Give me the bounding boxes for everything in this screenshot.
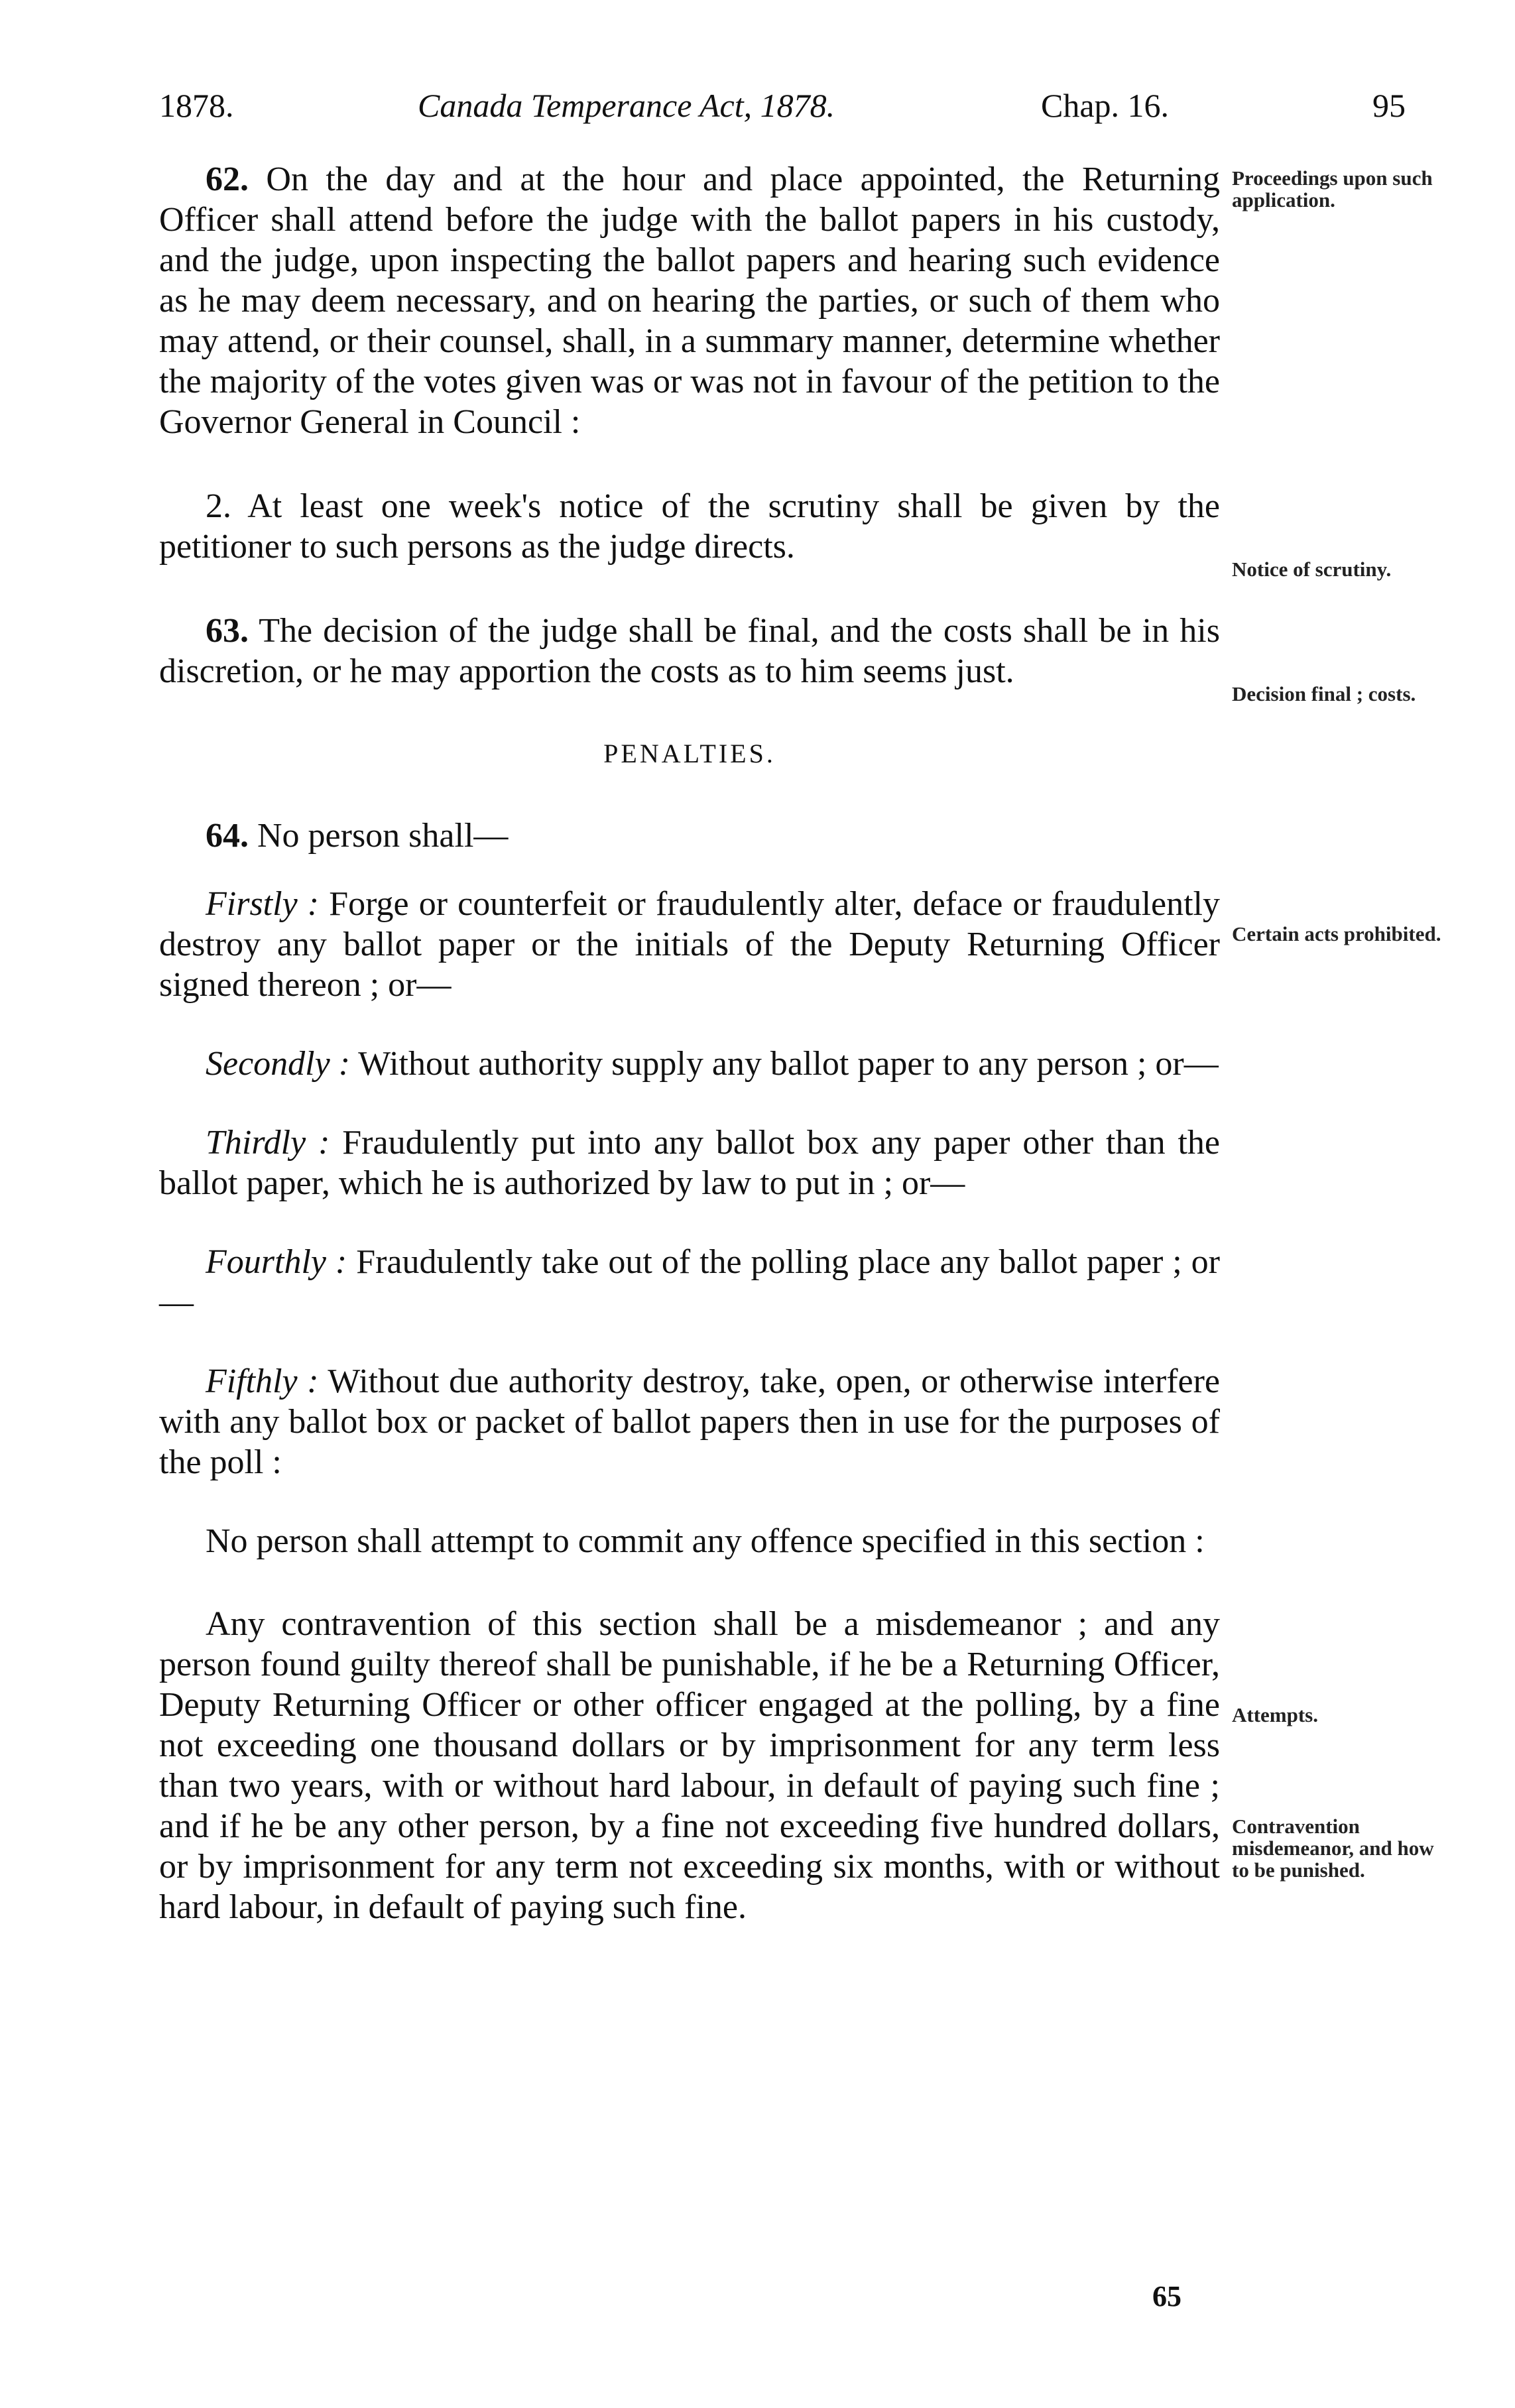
signature-mark: 65 xyxy=(1152,2280,1182,2313)
clause-lead: Secondly : xyxy=(206,1045,351,1083)
clause-lead: Fourthly : xyxy=(206,1243,347,1281)
section-63 xyxy=(159,611,1220,692)
clause-secondly xyxy=(159,1044,1220,1084)
clause-text: Forge or counterfeit or fraudulently alter, deface or fraudulently destroy any ballot paper or the initials of the Deputy Returning Officer signed thereon ; or— xyxy=(159,885,1220,1004)
margin-note-proceedings: Proceedings upon such application. xyxy=(1232,166,1433,211)
clause-text: Fraudulently put into any ballot box any paper other than the ballot paper, which he is authorized by law to put in ; or— xyxy=(159,1124,1220,1202)
section-text: On the day and at the hour and place appointed, the Returning Officer shall attend before the judge with the ballot papers in his custody, and the judge, upon inspecting the ballot papers and hearing such evidence as he may deem necessary, and on hearing the parties, or such of them who may attend, or their counsel, shall, in a summary manner, determine whether the majority of the votes given was or was not in favour of the petition to the Governor General in Council : xyxy=(159,160,1220,441)
margin-note-acts-prohibited: Certain acts prohibited. xyxy=(1232,922,1441,945)
header-title: Canada Temperance Act, 1878. xyxy=(418,87,835,124)
body-text xyxy=(159,159,1220,1927)
clause-fifthly xyxy=(159,1361,1220,1482)
margin-note-attempts: Attempts. xyxy=(1232,1703,1318,1726)
clause-text: Without due authority destroy, take, open, or otherwise interfere with any ballot box or packet of ballot papers then in use for the purposes of the poll : xyxy=(159,1362,1221,1481)
section-number: 62. xyxy=(206,160,249,198)
margin-note-contravention: Contravention misdemeanor, and how to be punished. xyxy=(1232,1815,1434,1882)
section-text: The decision of the judge shall be final, and the costs shall be in his discretion, or he may apportion the costs as to him seems just. xyxy=(159,612,1220,690)
section-number: 63. xyxy=(206,612,249,650)
clause-text: Without authority supply any ballot paper to any person ; or— xyxy=(350,1045,1219,1083)
penalties-heading: PENALTIES. xyxy=(603,739,776,768)
clause-lead: Firstly : xyxy=(206,885,320,923)
section-number: 64. xyxy=(206,817,249,855)
attempts-paragraph: No person shall attempt to commit any offence specified in this section : xyxy=(206,1522,1205,1560)
margin-note-notice: Notice of scrutiny. xyxy=(1232,558,1392,581)
clause-firstly xyxy=(159,884,1220,1005)
contravention-paragraph: Any contravention of this section shall be a misdemeanor ; and any person found guilty thereof shall be punishable, if he be a Returning Officer, Deputy Returning Officer or other officer engaged at the polling, by a fine not exceeding one thousand dollars or by imprisonment for any term less than two years, with or without hard labour, in default of paying such fine ; and if he be any other person, by a fine not exceeding five hundred dollars, or by imprisonment for any term not exceeding six months, with or without hard labour, in default of paying such fine. xyxy=(159,1605,1220,1926)
clause-fourthly xyxy=(159,1242,1220,1323)
running-header xyxy=(159,86,1406,139)
clause-lead: Thirdly : xyxy=(206,1124,330,1162)
header-year: 1878. xyxy=(159,87,234,124)
section-text: No person shall— xyxy=(249,817,509,855)
section-64 xyxy=(159,815,1220,856)
section-62 xyxy=(159,159,1220,442)
clause-text: Fraudulently take out of the polling place any ballot paper ; or— xyxy=(159,1243,1220,1321)
page-number: 95 xyxy=(1372,87,1406,124)
header-chapter: Chap. 16. xyxy=(1041,87,1170,124)
section-62-subsection-2: 2. At least one week's notice of the scrutiny shall be given by the petitioner to such persons as the judge directs. xyxy=(159,487,1220,566)
clause-thirdly xyxy=(159,1122,1220,1203)
clause-lead: Fifthly : xyxy=(206,1362,319,1400)
margin-note-decision: Decision final ; costs. xyxy=(1232,682,1416,705)
